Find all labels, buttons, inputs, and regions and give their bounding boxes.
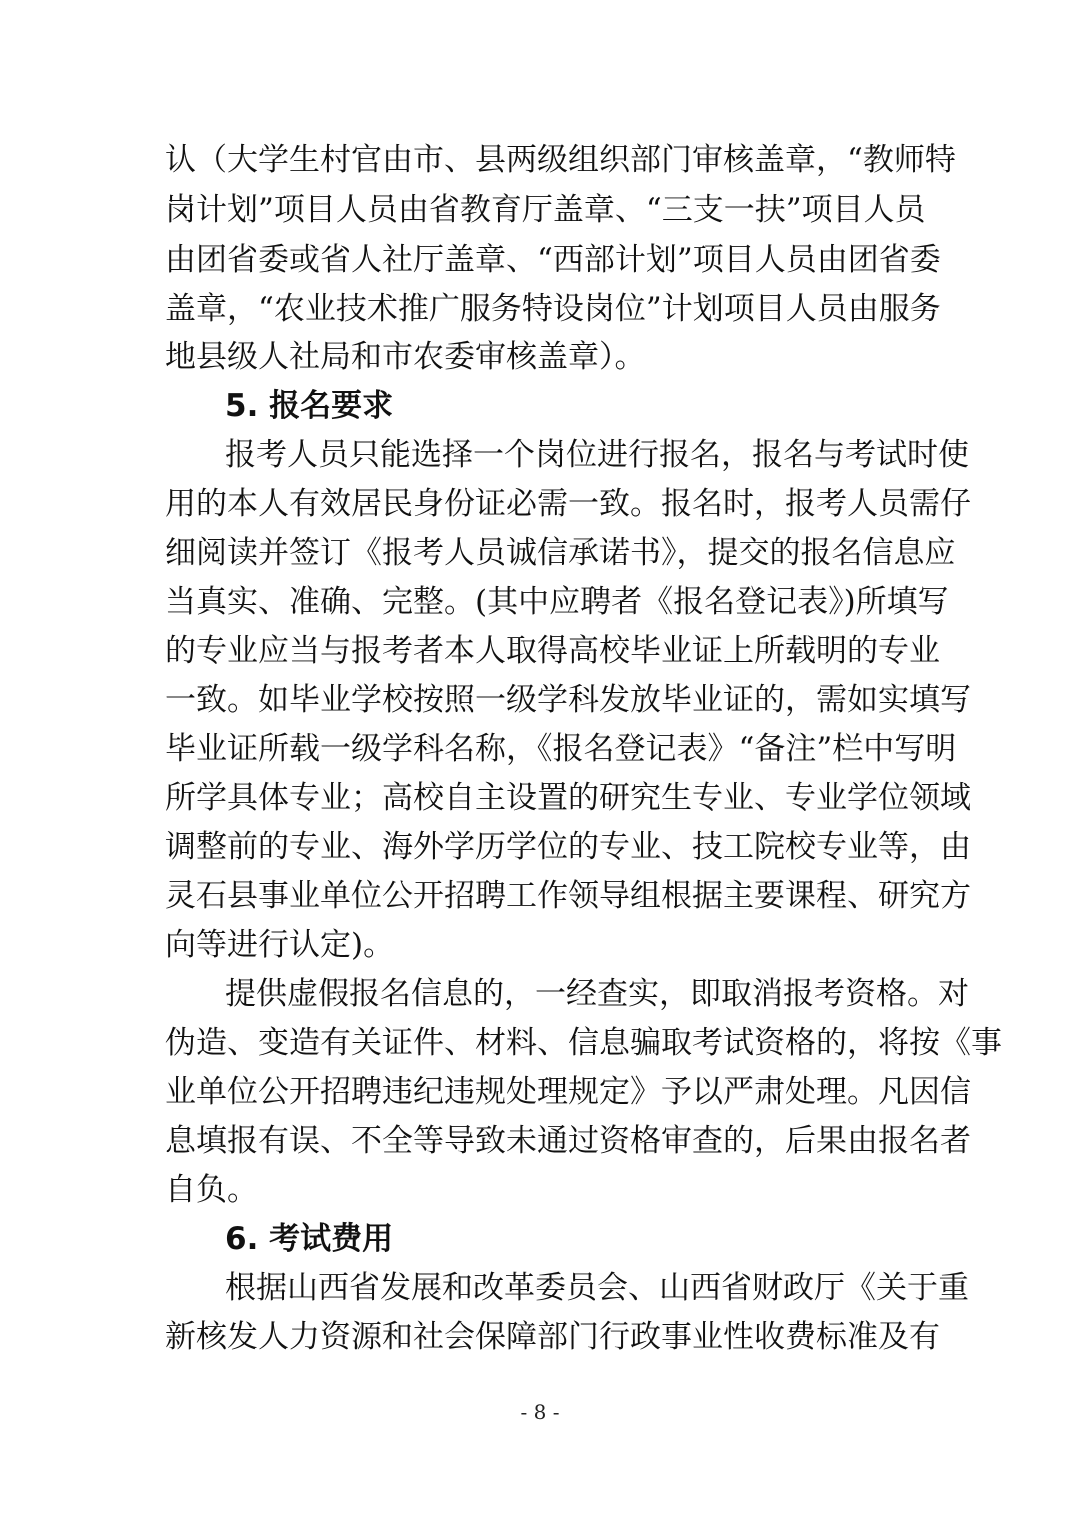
paragraph-line: 地县级人社局和市农委审核盖章）。: [165, 339, 646, 375]
paragraph-line: 认（大学生村官由市、县两级组织部门审核盖章，“教师特: [165, 142, 956, 178]
paragraph-line: 自负。: [165, 1172, 258, 1208]
paragraph-line: 当真实、准确、完整。(其中应聘者《报名登记表》)所填写: [165, 584, 949, 620]
paragraph-line: 所学具体专业；高校自主设置的研究生专业、专业学位领域: [165, 780, 971, 816]
paragraph-line: 新核发人力资源和社会保障部门行政事业性收费标准及有: [165, 1319, 940, 1355]
paragraph-line: 用的本人有效居民身份证必需一致。报名时，报考人员需仔: [165, 486, 971, 522]
paragraph-line: 细阅读并签订《报考人员诚信承诺书》，提交的报名信息应: [165, 535, 956, 571]
paragraph-line: 毕业证所载一级学科名称，《报名登记表》“备注”栏中写明: [165, 731, 957, 767]
page-number: - 8 -: [520, 1400, 560, 1424]
paragraph-line: 的专业应当与报考者本人取得高校毕业证上所载明的专业: [165, 633, 940, 669]
paragraph-line: 盖章，“农业技术推广服务特设岗位”计划项目人员由服务: [165, 291, 941, 327]
paragraph-line: 灵石县事业单位公开招聘工作领导组根据主要课程、研究方: [165, 878, 971, 914]
paragraph-line: 提供虚假报名信息的，一经查实，即取消报考资格。对: [225, 976, 969, 1012]
paragraph-line: 息填报有误、不全等导致未通过资格审查的，后果由报名者: [165, 1123, 971, 1159]
paragraph-line: 由团省委或省人社厅盖章、“西部计划”项目人员由团省委: [165, 242, 941, 278]
paragraph-line: 岗计划”项目人员由省教育厅盖章、“三支一扶”项目人员: [165, 192, 926, 228]
section-heading-exam-fees: 6. 考试费用: [225, 1221, 394, 1257]
paragraph-line: 调整前的专业、海外学历学位的专业、技工院校专业等，由: [165, 829, 971, 865]
paragraph-line: 向等进行认定)。: [165, 927, 395, 963]
paragraph-line: 伪造、变造有关证件、材料、信息骗取考试资格的，将按《事: [165, 1025, 1002, 1061]
paragraph-line: 报考人员只能选择一个岗位进行报名，报名与考试时使: [225, 437, 969, 473]
paragraph-line: 业单位公开招聘违纪违规处理规定》予以严肃处理。凡因信: [165, 1074, 971, 1110]
paragraph-line: 一致。如毕业学校按照一级学科发放毕业证的，需如实填写: [165, 682, 971, 718]
paragraph-line: 根据山西省发展和改革委员会、山西省财政厅《关于重: [225, 1270, 969, 1306]
section-heading-registration: 5. 报名要求: [225, 388, 394, 424]
